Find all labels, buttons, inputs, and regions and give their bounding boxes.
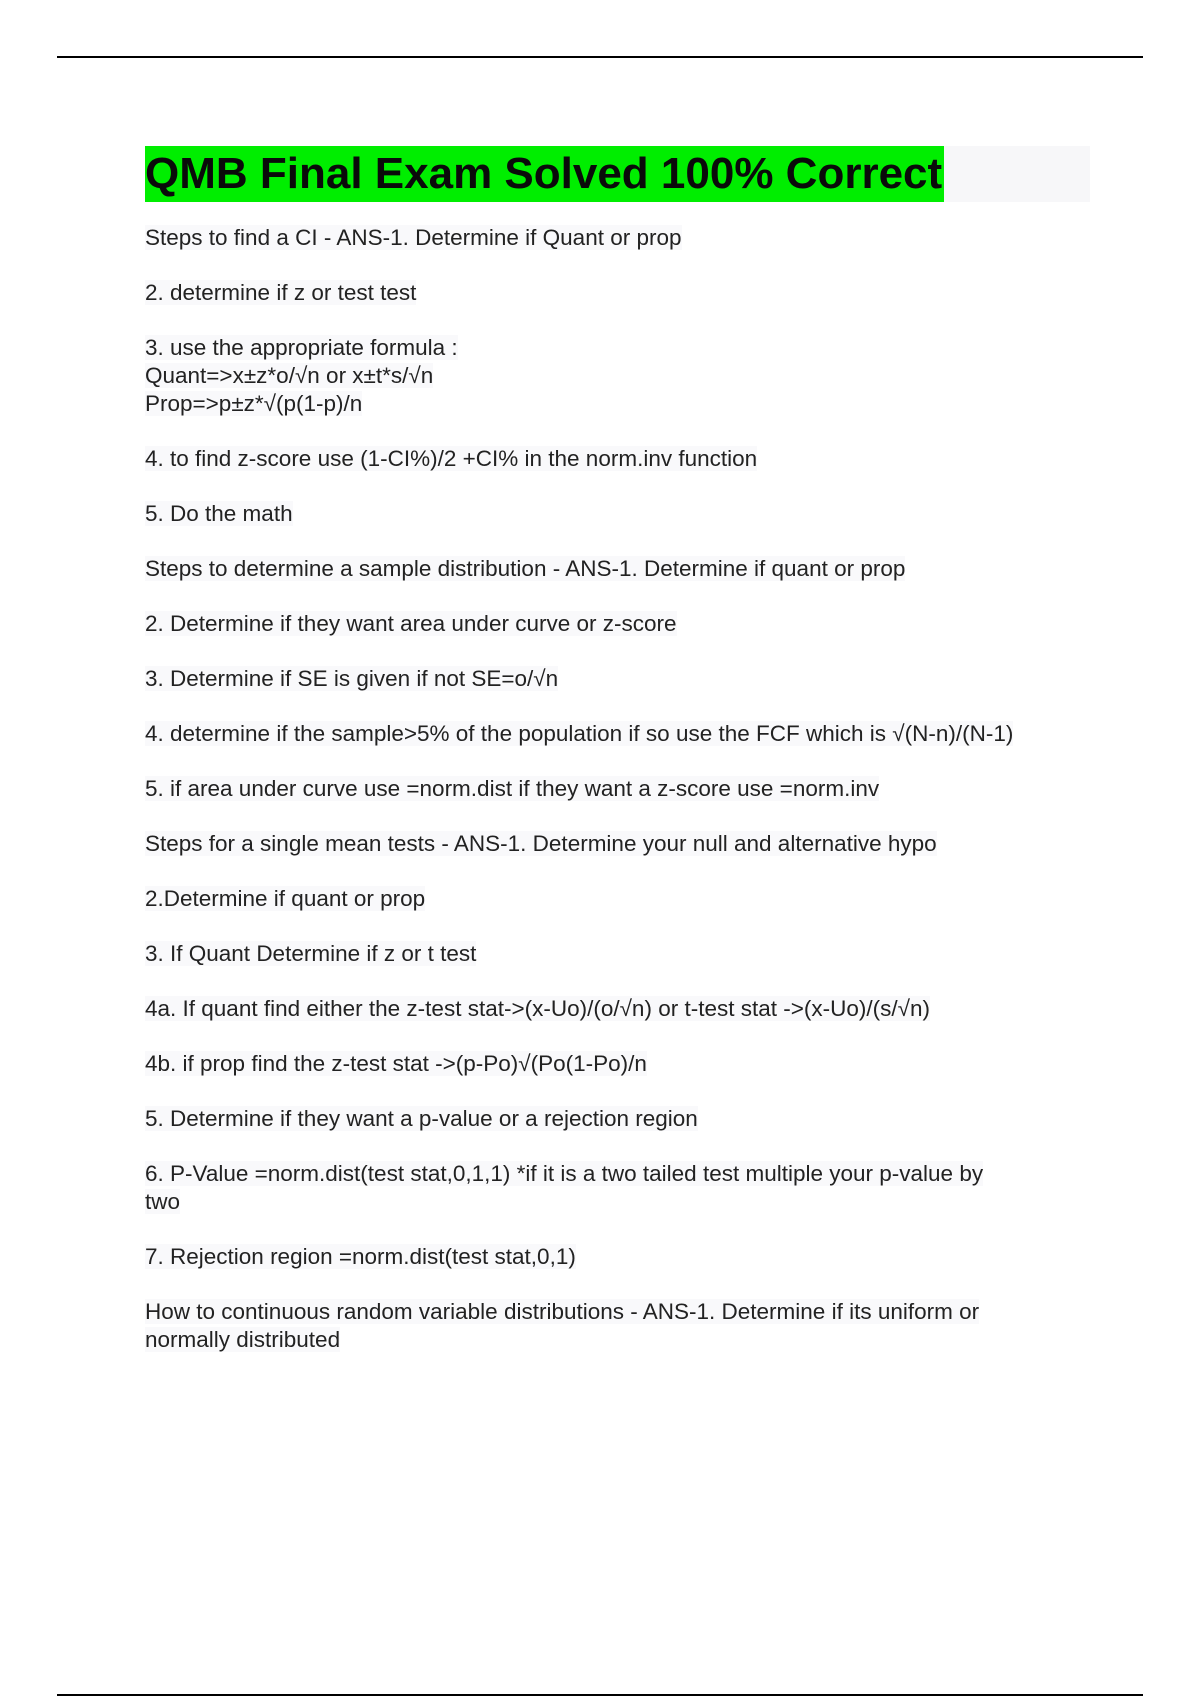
paragraph: 4. to find z-score use (1-CI%)/2 +CI% in the norm.inv function: [145, 446, 758, 471]
paragraph: 2. determine if z or test test: [145, 280, 417, 305]
paragraph: 2.Determine if quant or prop: [145, 886, 426, 911]
paragraph: Steps to determine a sample distribution - ANS-1. Determine if quant or prop: [145, 556, 906, 581]
paragraph: 7. Rejection region =norm.dist(test stat,0,1): [145, 1244, 576, 1269]
paragraph: 3. use the appropriate formula : Quant=>x±z*o/√n or x±t*s/√n Prop=>p±z*√(p(1-p)/n: [145, 335, 458, 416]
paragraph: 5. Determine if they want a p-value or a rejection region: [145, 1106, 698, 1131]
paragraph: Steps for a single mean tests - ANS-1. Determine your null and alternative hypo: [145, 831, 937, 856]
paragraph: 6. P-Value =norm.dist(test stat,0,1,1) *if it is a two tailed test multiple your p-value by two: [145, 1161, 984, 1214]
paragraph: 5. if area under curve use =norm.dist if they want a z-score use =norm.inv: [145, 776, 880, 801]
title-banner: [145, 146, 1090, 202]
paragraph: 3. Determine if SE is given if not SE=o/√n: [145, 666, 559, 691]
paragraph: Steps to find a CI - ANS-1. Determine if Quant or prop: [145, 225, 682, 250]
top-rule: [57, 56, 1143, 58]
paragraph: 4a. If quant find either the z-test stat->(x-Uo)/(o/√n) or t-test stat ->(x-Uo)/(s/√n): [145, 996, 930, 1021]
paragraph: 5. Do the math: [145, 501, 293, 526]
paragraph: 2. Determine if they want area under curve or z-score: [145, 611, 677, 636]
bottom-rule: [57, 1694, 1143, 1696]
paragraph: 4b. if prop find the z-test stat ->(p-Po)√(Po(1-Po)/n: [145, 1051, 647, 1076]
paragraph: 4. determine if the sample>5% of the population if so use the FCF which is √(N-n)/(N-1): [145, 721, 1014, 746]
paragraph: 3. If Quant Determine if z or t test: [145, 941, 477, 966]
document-title: QMB Final Exam Solved 100% Correct: [145, 146, 944, 202]
document-body: [145, 146, 1090, 1381]
paragraph: How to continuous random variable distributions - ANS-1. Determine if its uniform or normally distributed: [145, 1299, 980, 1352]
